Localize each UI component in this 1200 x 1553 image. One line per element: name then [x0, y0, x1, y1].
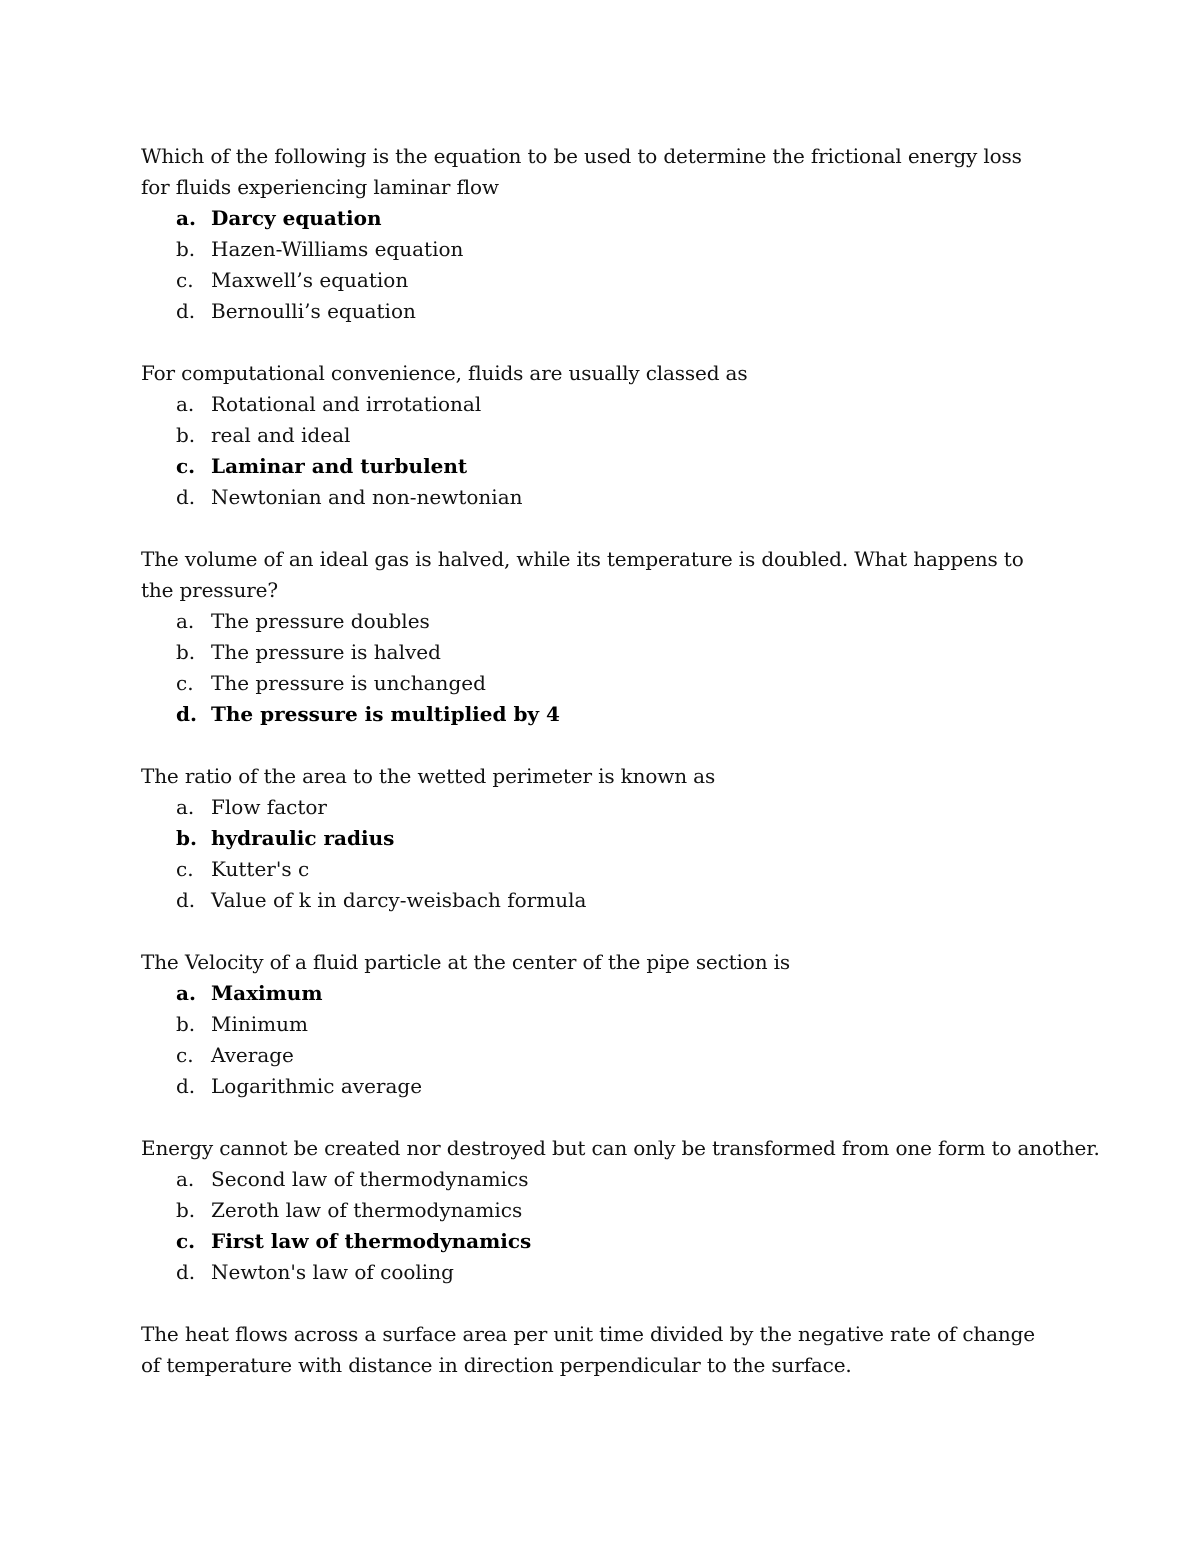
- option-text: Flow factor: [211, 795, 327, 819]
- option-text: hydraulic radius: [211, 826, 395, 850]
- option-b: [141, 637, 1041, 668]
- option-letter: c.: [176, 1229, 196, 1253]
- option-list: [141, 792, 1041, 916]
- question-text: Which of the following is the equation to be used to determine the frictional energy loss for fluids experiencing laminar flow: [141, 144, 1022, 199]
- option-b: [141, 420, 1041, 451]
- option-text: Value of k in darcy-weisbach formula: [211, 888, 587, 912]
- question-2: [141, 358, 1041, 513]
- option-letter: d.: [176, 1074, 196, 1098]
- option-c: [141, 265, 1041, 296]
- question-text: For computational convenience, fluids are usually classed as: [141, 361, 748, 385]
- option-letter: a.: [176, 981, 196, 1005]
- option-list: [141, 606, 1041, 730]
- option-letter: a.: [176, 795, 195, 819]
- option-letter: a.: [176, 392, 195, 416]
- option-letter: c.: [176, 454, 196, 478]
- option-letter: b.: [176, 423, 196, 447]
- option-text: Average: [211, 1043, 294, 1067]
- option-c: [141, 854, 1041, 885]
- option-list: [141, 1164, 1041, 1288]
- option-text: Laminar and turbulent: [211, 454, 468, 478]
- option-letter: d.: [176, 299, 196, 323]
- option-a: [141, 1164, 1041, 1195]
- option-b-correct: [141, 823, 1041, 854]
- option-text: Bernoulli’s equation: [211, 299, 416, 323]
- option-letter: c.: [176, 268, 194, 292]
- option-text: First law of thermodynamics: [211, 1229, 532, 1253]
- option-letter: b.: [176, 826, 197, 850]
- option-a: [141, 792, 1041, 823]
- option-letter: c.: [176, 857, 194, 881]
- option-text: The pressure doubles: [211, 609, 430, 633]
- option-text: Maximum: [211, 981, 323, 1005]
- option-text: Logarithmic average: [211, 1074, 423, 1098]
- option-c: [141, 668, 1041, 699]
- option-d: [141, 296, 1041, 327]
- option-text: Hazen-Williams equation: [211, 237, 464, 261]
- option-list: [141, 203, 1041, 327]
- option-letter: d.: [176, 485, 196, 509]
- option-a-correct: [141, 978, 1041, 1009]
- option-c-correct: [141, 1226, 1041, 1257]
- option-letter: d.: [176, 1260, 196, 1284]
- option-d: [141, 482, 1041, 513]
- option-letter: c.: [176, 671, 194, 695]
- option-b: [141, 1195, 1041, 1226]
- option-b: [141, 1009, 1041, 1040]
- option-a: [141, 606, 1041, 637]
- option-c: [141, 1040, 1041, 1071]
- option-d-correct: [141, 699, 1041, 730]
- option-text: Second law of thermodynamics: [211, 1167, 529, 1191]
- option-text: The pressure is unchanged: [211, 671, 486, 695]
- option-d: [141, 1071, 1041, 1102]
- option-c-correct: [141, 451, 1041, 482]
- option-letter: d.: [176, 888, 196, 912]
- question-text: The volume of an ideal gas is halved, while its temperature is doubled. What happens to the pressure?: [141, 547, 1024, 602]
- question-5: [141, 947, 1041, 1102]
- question-4: [141, 761, 1041, 916]
- option-text: Maxwell’s equation: [211, 268, 409, 292]
- option-letter: b.: [176, 237, 196, 261]
- option-text: The pressure is multiplied by 4: [211, 702, 560, 726]
- option-letter: c.: [176, 1043, 194, 1067]
- option-text: Kutter's c: [211, 857, 310, 881]
- option-letter: a.: [176, 609, 195, 633]
- question-text: The ratio of the area to the wetted perimeter is known as: [141, 764, 716, 788]
- option-text: Newtonian and non-newtonian: [211, 485, 523, 509]
- question-3: [141, 544, 1041, 730]
- question-text: The Velocity of a fluid particle at the center of the pipe section is: [141, 950, 790, 974]
- option-d: [141, 1257, 1041, 1288]
- question-list: [141, 141, 1100, 1381]
- option-b: [141, 234, 1041, 265]
- option-letter: b.: [176, 1198, 196, 1222]
- option-text: The pressure is halved: [211, 640, 441, 664]
- question-6: [141, 1133, 1100, 1288]
- option-letter: a.: [176, 206, 196, 230]
- option-text: real and ideal: [211, 423, 351, 447]
- option-letter: b.: [176, 640, 196, 664]
- option-text: Newton's law of cooling: [211, 1260, 454, 1284]
- option-a-correct: [141, 203, 1041, 234]
- question-1: [141, 141, 1041, 327]
- option-text: Minimum: [211, 1012, 308, 1036]
- question-7: [141, 1319, 1041, 1381]
- option-a: [141, 389, 1041, 420]
- option-d: [141, 885, 1041, 916]
- option-letter: d.: [176, 702, 197, 726]
- option-list: [141, 389, 1041, 513]
- option-letter: b.: [176, 1012, 196, 1036]
- option-letter: a.: [176, 1167, 195, 1191]
- option-text: Rotational and irrotational: [211, 392, 482, 416]
- option-text: Zeroth law of thermodynamics: [211, 1198, 523, 1222]
- question-text: The heat flows across a surface area per unit time divided by the negative rate of change of temperature with distance in direction perpendicular to the surface.: [141, 1322, 1035, 1377]
- question-text: Energy cannot be created nor destroyed but can only be transformed from one form to another.: [141, 1136, 1100, 1160]
- option-list: [141, 978, 1041, 1102]
- option-text: Darcy equation: [211, 206, 382, 230]
